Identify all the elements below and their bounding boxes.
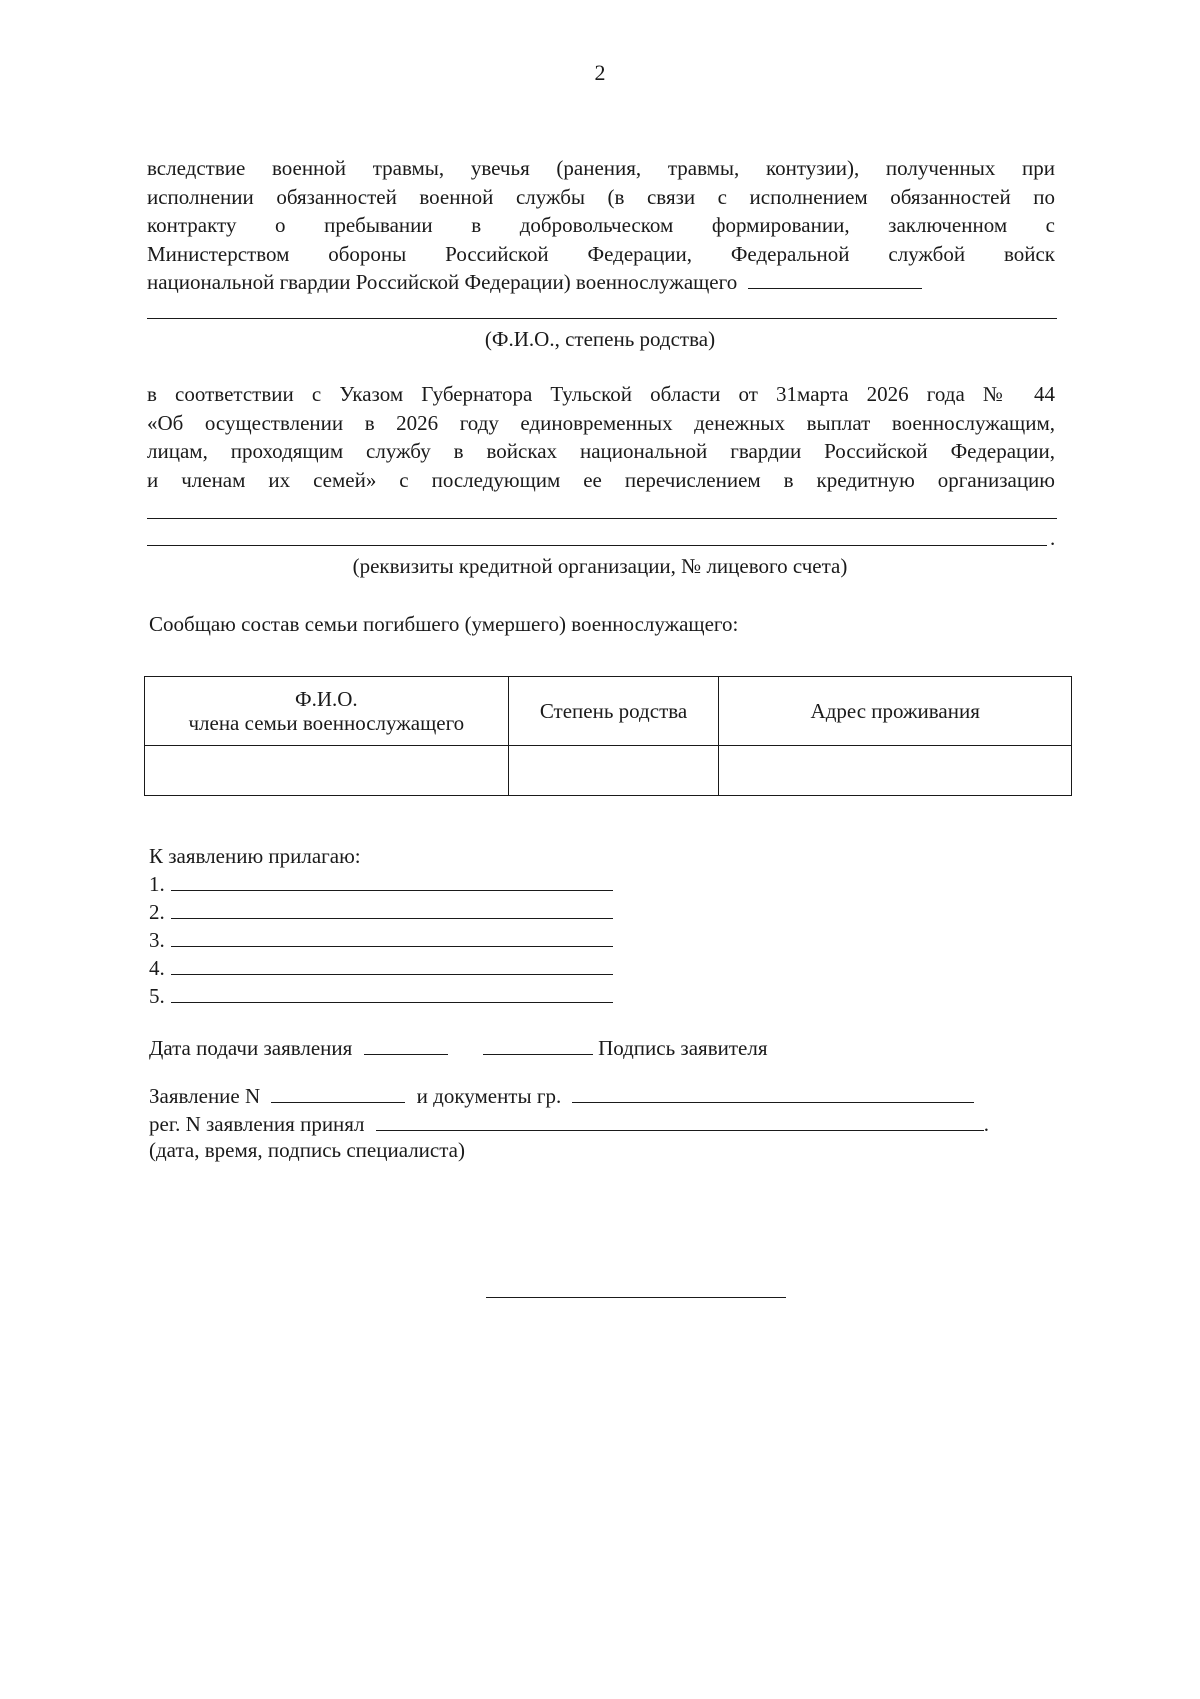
specialist-caption: (дата, время, подпись специалиста) [149, 1138, 465, 1162]
line-end-period: . [983, 1112, 989, 1136]
paragraph-decree-reference [147, 380, 1055, 494]
attachment-row-4 [149, 956, 613, 981]
submission-line [149, 1034, 768, 1061]
attachment-number: 2. [149, 900, 165, 924]
attachment-blank-field[interactable] [171, 928, 613, 947]
closing-separator-line [486, 1297, 786, 1298]
registration-line-2 [149, 1110, 989, 1137]
submission-date-label: Дата подачи заявления [149, 1036, 353, 1060]
cell-fio-input[interactable] [145, 746, 509, 796]
attachment-blank-field[interactable] [171, 956, 613, 975]
paragraph-line: вследствие военной травмы, увечья (ранения, травмы, контузии), полученных при [147, 156, 1055, 180]
header-fio-line2: члена семьи военнослужащего [188, 711, 465, 735]
paragraph-line: лицам, проходящим службу в войсках национальной гвардии Российской Федерации, [147, 439, 1055, 463]
header-fio-line1: Ф.И.О. [294, 687, 358, 711]
application-number-label: Заявление N [149, 1084, 261, 1108]
registration-line-1 [149, 1082, 974, 1109]
paragraph-line: контракту о пребывании в добровольческом формировании, заключенном с [147, 213, 1055, 237]
fio-relation-blank-line[interactable] [147, 318, 1057, 319]
attachment-number: 4. [149, 956, 165, 980]
cell-relation-input[interactable] [508, 746, 719, 796]
signature-label: Подпись заявителя [598, 1036, 768, 1060]
attachment-number: 5. [149, 984, 165, 1008]
paragraph-military-injury [147, 154, 1055, 297]
attachment-number: 3. [149, 928, 165, 952]
header-address: Адрес проживания [719, 677, 1072, 746]
table-header-row [145, 677, 1072, 746]
paragraph-line: «Об осуществлении в 2026 году единовременных денежных выплат военнослужащим, [147, 410, 1055, 435]
attachment-row-2 [149, 900, 613, 925]
family-members-table [144, 676, 1072, 796]
attachment-blank-field[interactable] [171, 900, 613, 919]
bank-details-blank-line-1[interactable] [147, 518, 1057, 519]
attachment-row-1 [149, 872, 613, 897]
header-relation: Степень родства [508, 677, 719, 746]
bank-details-blank-line-2[interactable] [147, 545, 1047, 546]
paragraph-line-text: национальной гвардии Российской Федерации) военнослужащего [147, 270, 738, 294]
attachment-blank-field[interactable] [171, 984, 613, 1003]
attachment-row-3 [149, 928, 613, 953]
documents-of-label: и документы гр. [416, 1084, 562, 1108]
table-row [145, 746, 1072, 796]
line-end-period: . [1050, 526, 1056, 550]
paragraph-line: исполнении обязанностей военной службы (в связи с исполнением обязанностей по [147, 184, 1055, 209]
paragraph-line: Министерством обороны Российской Федерации, Федеральной службой войск [147, 241, 1055, 266]
attachment-number: 1. [149, 872, 165, 896]
submission-date-blank[interactable] [364, 1034, 448, 1055]
page-number: 2 [594, 60, 606, 85]
reg-number-accepted-blank[interactable] [376, 1110, 984, 1131]
reg-number-accepted-label: рег. N заявления принял [149, 1112, 365, 1136]
attachments-title: К заявлению прилагаю: [149, 844, 361, 868]
family-composition-intro: Сообщаю состав семьи погибшего (умершего) военнослужащего: [149, 612, 739, 636]
paragraph-line-last [147, 268, 1055, 297]
signature-blank[interactable] [483, 1034, 593, 1055]
documents-of-blank[interactable] [572, 1082, 974, 1103]
bank-details-caption: (реквизиты кредитной организации, № лицевого счета) [352, 554, 848, 578]
cell-address-input[interactable] [719, 746, 1072, 796]
fio-relation-caption: (Ф.И.О., степень родства) [484, 327, 716, 351]
serviceman-blank-field[interactable] [748, 268, 922, 289]
header-fio [145, 677, 509, 746]
application-number-blank[interactable] [271, 1082, 405, 1103]
attachment-row-5 [149, 984, 613, 1009]
paragraph-line: в соответствии с Указом Губернатора Тульской области от 31марта 2026 года № 44 [147, 382, 1055, 406]
attachment-blank-field[interactable] [171, 872, 613, 891]
paragraph-line: и членам их семей» с последующим ее перечислением в кредитную организацию [147, 467, 1055, 492]
